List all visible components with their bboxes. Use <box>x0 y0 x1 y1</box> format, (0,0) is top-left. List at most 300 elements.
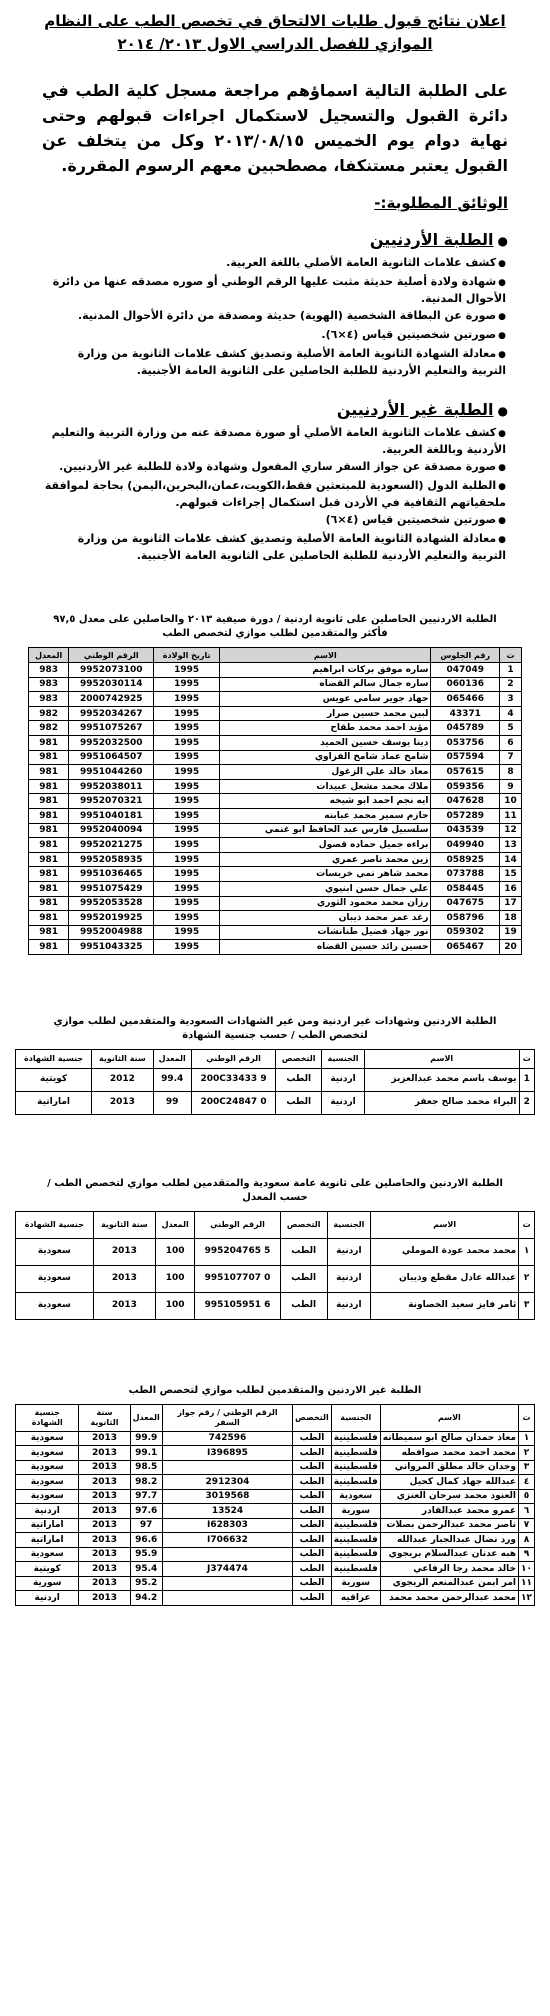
table-cell: 2013 <box>93 1292 156 1319</box>
table-cell: 9952034267 <box>69 706 154 721</box>
documents-heading: الوثائق المطلوبة:- <box>374 194 508 212</box>
non-jordanian-requirements-list <box>44 425 506 563</box>
table-cell: ٣ <box>519 1460 535 1475</box>
table-cell: الطب <box>280 1265 327 1292</box>
table-cell: 982 <box>29 721 69 736</box>
table-cell: I706632 <box>162 1533 292 1548</box>
table-cell: ٧ <box>519 1518 535 1533</box>
column-header: ت <box>519 1211 535 1238</box>
table-cell: 2012 <box>92 1068 153 1091</box>
table-cell: 073788 <box>431 867 500 882</box>
table-row <box>16 1446 535 1461</box>
table-cell: 2000742925 <box>69 692 154 707</box>
table-cell: الطب <box>293 1533 332 1548</box>
table-cell: 97.6 <box>130 1504 162 1519</box>
table-cell: ١١ <box>519 1576 535 1591</box>
table-cell: 100 <box>156 1238 195 1265</box>
bullet-icon: ● <box>498 331 506 341</box>
column-header: الاسم <box>220 648 431 663</box>
table-cell: 2013 <box>79 1431 130 1446</box>
table-cell: الطب <box>280 1238 327 1265</box>
column-header: الرقم الوطني <box>191 1049 275 1068</box>
table-cell: ٣ <box>519 1292 535 1319</box>
table-cell: رزان محمد محمود الثوري <box>220 896 431 911</box>
intro-paragraph: على الطلبة التالية اسماؤهم مراجعة مسجل كلية الطب في دائرة القبول والتسجيل لاستكمال اجراءات قبولهم وحتى نهاية دوام يوم الخميس ٢٠١٣/٠٨/١٥ وكل من يتخلف عن القبول يعتبر مستنكفا، مصطحبين معهم الرسوم المقررة. <box>42 81 508 175</box>
table-cell: 8 <box>500 765 522 780</box>
table-row <box>29 794 522 809</box>
table-row <box>29 867 522 882</box>
table-cell: عبدالله جهاد كمال كحيل <box>380 1475 518 1490</box>
table-cell: 95.4 <box>130 1562 162 1577</box>
table-cell: 045789 <box>431 721 500 736</box>
table-cell: ١ <box>519 1431 535 1446</box>
table-cell: سعودية <box>16 1446 79 1461</box>
table-cell: 2013 <box>79 1460 130 1475</box>
table-row <box>29 896 522 911</box>
page-title <box>28 10 522 56</box>
table-cell: ملاك محمد مشعل عبيدات <box>220 779 431 794</box>
table-cell: ساره موفق بركات ابراهيم <box>220 663 431 678</box>
table-cell: 19 <box>500 925 522 940</box>
column-header: المعدل <box>153 1049 191 1068</box>
table-cell: 2013 <box>79 1446 130 1461</box>
table-row <box>29 779 522 794</box>
table-cell: حازم سمير محمد عبابنه <box>220 808 431 823</box>
column-header: رقم الجلوس <box>431 648 500 663</box>
column-header: المعدل <box>130 1404 162 1431</box>
table-cell: 981 <box>29 779 69 794</box>
table-cell: ناصر محمد عبدالرحمن بصلات <box>380 1518 518 1533</box>
bullet-icon: ● <box>498 312 506 322</box>
table-cell: شامخ عماد شامخ الفزاوي <box>220 750 431 765</box>
table-cell: نور جهاد فضيل طنانشات <box>220 925 431 940</box>
table-cell: 1995 <box>154 823 220 838</box>
bullet-icon: ● <box>498 429 506 439</box>
jordanian-section-heading: ●الطلبة الأردنيين <box>369 230 508 249</box>
table-cell: 058445 <box>431 881 500 896</box>
table-cell: 1995 <box>154 896 220 911</box>
table-cell: سعودية <box>331 1489 380 1504</box>
table-cell: فلسطينية <box>331 1446 380 1461</box>
table-row <box>16 1591 535 1606</box>
table-row <box>29 881 522 896</box>
table-cell: 16 <box>500 881 522 896</box>
table-cell: 742596 <box>162 1431 292 1446</box>
table-cell: 2013 <box>79 1475 130 1490</box>
table-cell: 043539 <box>431 823 500 838</box>
table-cell: سعودية <box>16 1489 79 1504</box>
table-cell: يوسف باسم محمد عبدالعزيز <box>364 1068 519 1091</box>
table-row <box>29 663 522 678</box>
table-cell: محمد عبدالرحمن محمد محمد <box>380 1591 518 1606</box>
table-cell: عراقيه <box>331 1591 380 1606</box>
column-header: المعدل <box>156 1211 195 1238</box>
table-cell: 059302 <box>431 925 500 940</box>
table-cell: الطب <box>293 1489 332 1504</box>
table4-caption: الطلبة غير الاردنين والمتقدمين لطلب موازي لتخصص الطب <box>128 1384 422 1396</box>
table-cell: 1995 <box>154 721 220 736</box>
bullet-icon: ● <box>498 259 506 269</box>
requirement-item <box>44 512 506 529</box>
table-cell: 17 <box>500 896 522 911</box>
table-cell: وجدان خالد مطلق المرواني <box>380 1460 518 1475</box>
bullet-icon: ● <box>497 404 508 418</box>
column-header: الاسم <box>380 1404 518 1431</box>
table-cell: 20 <box>500 940 522 955</box>
table-cell: 2013 <box>93 1265 156 1292</box>
table-cell: 94.2 <box>130 1591 162 1606</box>
column-header: التخصص <box>280 1211 327 1238</box>
table-cell: 2013 <box>79 1547 130 1562</box>
table-cell: الطب <box>293 1576 332 1591</box>
title-line-1: اعلان نتائج قبول طلبات الالتحاق في تخصص الطب على النظام <box>44 12 506 30</box>
table-cell: 9951075429 <box>69 881 154 896</box>
table-cell: امر ابمن عبدالمنعم الريجوي <box>380 1576 518 1591</box>
bullet-icon: ● <box>497 234 508 248</box>
non-jordanian-section-heading: ●الطلبة غير الأردنيين <box>336 400 508 419</box>
table-cell: 2912304 <box>162 1475 292 1490</box>
table-cell: 9951064507 <box>69 750 154 765</box>
table-cell: معاذ خالد علي الزغول <box>220 765 431 780</box>
table-row <box>29 750 522 765</box>
table-cell: 1995 <box>154 852 220 867</box>
requirement-text: كشف علامات الثانوية العامة الأصلي أو صورة مصدقة عنه من وزارة التربية والتعليم الأردنية وباللغة العربية. <box>51 426 506 456</box>
column-header: سنة الثانوية <box>79 1404 130 1431</box>
table-cell: الطب <box>293 1562 332 1577</box>
table-cell: 2013 <box>79 1591 130 1606</box>
table-row <box>29 925 522 940</box>
table-cell: 1995 <box>154 750 220 765</box>
column-header: الجنسية <box>331 1404 380 1431</box>
table-row <box>16 1547 535 1562</box>
column-header: الاسم <box>364 1049 519 1068</box>
table-cell: 1 <box>519 1068 535 1091</box>
requirement-item <box>44 531 506 563</box>
table-cell: 9952038011 <box>69 779 154 794</box>
requirement-item <box>44 459 506 476</box>
requirement-item <box>44 478 506 510</box>
table-cell <box>162 1591 292 1606</box>
table-cell: 11 <box>500 808 522 823</box>
table-row <box>16 1460 535 1475</box>
table-cell: 1995 <box>154 911 220 926</box>
table-cell: 4 <box>500 706 522 721</box>
bullet-icon: ● <box>498 278 506 288</box>
table-cell: 2 <box>519 1091 535 1114</box>
title-line-2: الموازي للفصل الدراسي الاول ٢٠١٣/ ٢٠١٤ <box>117 35 433 53</box>
table-row <box>16 1431 535 1446</box>
column-header: سنة الثانوية <box>93 1211 156 1238</box>
table-cell: اردنية <box>16 1591 79 1606</box>
table-cell: 981 <box>29 881 69 896</box>
table-cell: حسين رائد حسين القضاه <box>220 940 431 955</box>
table-cell: ورد نضال عبدالجبار عبدالله <box>380 1533 518 1548</box>
table-cell: خالد محمد رجا الرفاعي <box>380 1562 518 1577</box>
jordanian-requirements-list <box>44 255 506 378</box>
table-row <box>16 1489 535 1504</box>
table-cell: لبين محمد حسين صرار <box>220 706 431 721</box>
table-cell: الطب <box>293 1504 332 1519</box>
table-cell: كويتية <box>16 1562 79 1577</box>
table-cell: سعودية <box>16 1475 79 1490</box>
table-cell: سلسبيل فارس عبد الحافظ ابو غنمي <box>220 823 431 838</box>
requirement-text: كشف علامات الثانوية العامة الأصلي باللغة العربية. <box>226 256 497 269</box>
table-cell: دينا يوسف حسين الحميد <box>220 735 431 750</box>
table-cell: اردنية <box>322 1091 365 1114</box>
table-cell: 981 <box>29 823 69 838</box>
column-header: الاسم <box>371 1211 519 1238</box>
table-cell: الطب <box>293 1591 332 1606</box>
table-row <box>29 823 522 838</box>
table-cell: 9952073100 <box>69 663 154 678</box>
table-cell: اردنية <box>327 1238 371 1265</box>
table-cell: 981 <box>29 896 69 911</box>
table-cell: اردنية <box>322 1068 365 1091</box>
table-row <box>16 1504 535 1519</box>
table-cell: 995105951 6 <box>195 1292 281 1319</box>
table-cell: محمد محمد عودة الموملي <box>371 1238 519 1265</box>
table-row <box>16 1238 535 1265</box>
table-cell: 99.1 <box>130 1446 162 1461</box>
table-cell: 97.7 <box>130 1489 162 1504</box>
table-cell: 2013 <box>79 1576 130 1591</box>
table-cell: 2013 <box>79 1518 130 1533</box>
requirement-item <box>44 308 506 325</box>
table-cell: اردنية <box>327 1292 371 1319</box>
table-cell: 047675 <box>431 896 500 911</box>
table-cell: 1995 <box>154 692 220 707</box>
table-cell: 18 <box>500 911 522 926</box>
table-cell: 2013 <box>79 1562 130 1577</box>
table-cell: 1995 <box>154 677 220 692</box>
requirement-item <box>44 425 506 457</box>
column-header: الجنسية <box>327 1211 371 1238</box>
table-cell: 9951075267 <box>69 721 154 736</box>
column-header: الرقم الوطني / رقم جواز السفر <box>162 1404 292 1431</box>
requirement-text: معادلة الشهادة الثانوية العامة الأصلية وتصديق كشف علامات الثانوية من وزارة التربية والتعليم الأردنية للطلبة الحاصلين على الثانوية العامة الأجنبية. <box>77 347 506 377</box>
table-cell: 1995 <box>154 838 220 853</box>
requirement-item <box>44 274 506 306</box>
table-cell: 10 <box>500 794 522 809</box>
table-cell: ٥ <box>519 1489 535 1504</box>
table-cell: معاذ حمدان صالح ابو سميطانه <box>380 1431 518 1446</box>
table-cell: سعودية <box>16 1431 79 1446</box>
table-row <box>29 721 522 736</box>
table-cell: 200C24847 0 <box>191 1091 275 1114</box>
table-cell: 065467 <box>431 940 500 955</box>
table-cell: ساره جمال سالم القضاه <box>220 677 431 692</box>
table-cell: 9952053528 <box>69 896 154 911</box>
table-cell: زين محمد ناصر عمري <box>220 852 431 867</box>
column-header: سنة الثانوية <box>92 1049 153 1068</box>
table-cell: 981 <box>29 808 69 823</box>
table-cell: 981 <box>29 867 69 882</box>
table3-caption: الطلبة الاردنين والحاصلين على ثانوية عامة سعودية والمتقدمين لطلب موازي لتخصص الطب / حسب المعدل <box>47 1177 503 1203</box>
table-cell: 97 <box>130 1518 162 1533</box>
table-cell: J374474 <box>162 1562 292 1577</box>
table-cell: 99.9 <box>130 1431 162 1446</box>
table-cell: ١٠ <box>519 1562 535 1577</box>
table-cell: 95.2 <box>130 1576 162 1591</box>
table-cell: 9952030114 <box>69 677 154 692</box>
table-cell: 981 <box>29 794 69 809</box>
table-cell: 057615 <box>431 765 500 780</box>
table-cell: I396895 <box>162 1446 292 1461</box>
table-cell: الطب <box>293 1547 332 1562</box>
bullet-icon: ● <box>498 482 506 492</box>
table-cell: 99.4 <box>153 1068 191 1091</box>
table-cell: 15 <box>500 867 522 882</box>
table-row <box>16 1265 535 1292</box>
table-cell: الطب <box>293 1475 332 1490</box>
table-cell: 053756 <box>431 735 500 750</box>
table-cell: اردنية <box>16 1504 79 1519</box>
table-row <box>16 1068 535 1091</box>
table-cell: 7 <box>500 750 522 765</box>
table-cell: الطب <box>293 1431 332 1446</box>
table-cell: 1995 <box>154 940 220 955</box>
column-header: ت <box>519 1049 535 1068</box>
table-cell: علي جمال حسن ابنيوي <box>220 881 431 896</box>
table3 <box>15 1211 535 1320</box>
table-cell: محمد احمد محمد صوافطه <box>380 1446 518 1461</box>
table-cell: محمد شاهر نمي خريسات <box>220 867 431 882</box>
requirement-text: شهادة ولادة أصلية حديثة مثبت عليها الرقم الوطني أو صوره مصدقه عنها من دائرة الأحوال المدنية. <box>52 275 506 305</box>
table-cell <box>162 1547 292 1562</box>
table-cell: 9952019925 <box>69 911 154 926</box>
table-cell: 95.9 <box>130 1547 162 1562</box>
table-cell: 98.2 <box>130 1475 162 1490</box>
table-cell: 3 <box>500 692 522 707</box>
table-row <box>29 852 522 867</box>
column-header: الجنسية <box>322 1049 365 1068</box>
table-cell: سعودية <box>16 1238 94 1265</box>
table-cell: 9952040094 <box>69 823 154 838</box>
table-cell: فلسطينية <box>331 1475 380 1490</box>
table-cell: 981 <box>29 940 69 955</box>
table-cell: 3019568 <box>162 1489 292 1504</box>
table-cell: فلسطينية <box>331 1518 380 1533</box>
table-cell: 983 <box>29 692 69 707</box>
table-cell: ٦ <box>519 1504 535 1519</box>
table-cell: 983 <box>29 663 69 678</box>
table-row <box>29 808 522 823</box>
table-row <box>29 692 522 707</box>
table-cell: 9 <box>500 779 522 794</box>
table-cell: 981 <box>29 852 69 867</box>
table-cell: 9951044260 <box>69 765 154 780</box>
table-row <box>16 1576 535 1591</box>
table-cell: 9952004988 <box>69 925 154 940</box>
table-cell: 9952032500 <box>69 735 154 750</box>
column-header: التخصص <box>293 1404 332 1431</box>
table-cell: 058796 <box>431 911 500 926</box>
table-cell: البراء محمد صالح جعفر <box>364 1091 519 1114</box>
table-cell: سعودية <box>16 1292 94 1319</box>
bullet-icon: ● <box>498 350 506 360</box>
table-cell: 047628 <box>431 794 500 809</box>
table-cell: ايه نجم احمد ابو شيخه <box>220 794 431 809</box>
bullet-icon: ● <box>498 516 506 526</box>
table-cell: 200C33433 9 <box>191 1068 275 1091</box>
table-cell <box>162 1460 292 1475</box>
table-cell: 065466 <box>431 692 500 707</box>
table-row <box>29 940 522 955</box>
table-cell: 057594 <box>431 750 500 765</box>
requirement-text: صورة عن البطاقة الشخصية (الهوية) حديثة ومصدقة من دائرة الأحوال المدنية. <box>77 309 497 322</box>
table-cell: 2013 <box>79 1489 130 1504</box>
table-cell: هبه عدنان عبدالسلام بريجوي <box>380 1547 518 1562</box>
table-row <box>16 1091 535 1114</box>
table-cell: 1995 <box>154 735 220 750</box>
table-cell: 1995 <box>154 867 220 882</box>
table-row <box>16 1562 535 1577</box>
table-cell: مؤيد احمد محمد طقاح <box>220 721 431 736</box>
table-cell: 12 <box>500 823 522 838</box>
table-cell: 13 <box>500 838 522 853</box>
table-cell: جهاد جوير سامي عويس <box>220 692 431 707</box>
table-row <box>29 911 522 926</box>
table-cell: ٤ <box>519 1475 535 1490</box>
table-cell: ١٢ <box>519 1591 535 1606</box>
table-cell: 1995 <box>154 663 220 678</box>
table-cell: ٢ <box>519 1446 535 1461</box>
table-cell: 14 <box>500 852 522 867</box>
table-cell: 100 <box>156 1265 195 1292</box>
table-cell: 995204765 5 <box>195 1238 281 1265</box>
table-cell: ١ <box>519 1238 535 1265</box>
table-cell: 983 <box>29 677 69 692</box>
table-row <box>16 1533 535 1548</box>
table-cell: كويتية <box>16 1068 92 1091</box>
table-cell: براءه جميل حماده قصول <box>220 838 431 853</box>
table-cell: 2013 <box>92 1091 153 1114</box>
table-cell: عمرو محمد عبدالقادر <box>380 1504 518 1519</box>
table-row <box>16 1292 535 1319</box>
table-cell: 981 <box>29 911 69 926</box>
table-cell: 2013 <box>79 1504 130 1519</box>
table-cell: 1995 <box>154 925 220 940</box>
column-header: تاريخ الولادة <box>154 648 220 663</box>
table-cell: الطب <box>293 1518 332 1533</box>
requirement-text: صورة مصدقة عن جواز السفر ساري المفعول وشهادة ولادة للطلبة غير الأردنيين. <box>59 460 497 473</box>
table-cell: 1995 <box>154 765 220 780</box>
table-cell: عبدالله عادل مقطع وذيبان <box>371 1265 519 1292</box>
table-cell: 1995 <box>154 706 220 721</box>
column-header: جنسية الشهادة <box>16 1211 94 1238</box>
table-cell <box>162 1576 292 1591</box>
requirement-item <box>44 327 506 344</box>
table-cell: 981 <box>29 765 69 780</box>
table-cell: اماراتية <box>16 1518 79 1533</box>
table-cell: 058925 <box>431 852 500 867</box>
column-header: ت <box>500 648 522 663</box>
table-cell: 13524 <box>162 1504 292 1519</box>
column-header: جنسية الشهادة <box>16 1049 92 1068</box>
table-cell: فلسطينية <box>331 1460 380 1475</box>
table-cell: 981 <box>29 750 69 765</box>
bullet-icon: ● <box>498 463 506 473</box>
table-cell: سعودية <box>16 1265 94 1292</box>
table-cell: فلسطينية <box>331 1533 380 1548</box>
table-cell: سورية <box>331 1504 380 1519</box>
requirement-item <box>44 255 506 272</box>
announcement-page <box>0 10 550 2016</box>
table-cell: فلسطينية <box>331 1562 380 1577</box>
table-cell: 2 <box>500 677 522 692</box>
table-cell: 2013 <box>93 1238 156 1265</box>
table-row <box>29 838 522 853</box>
